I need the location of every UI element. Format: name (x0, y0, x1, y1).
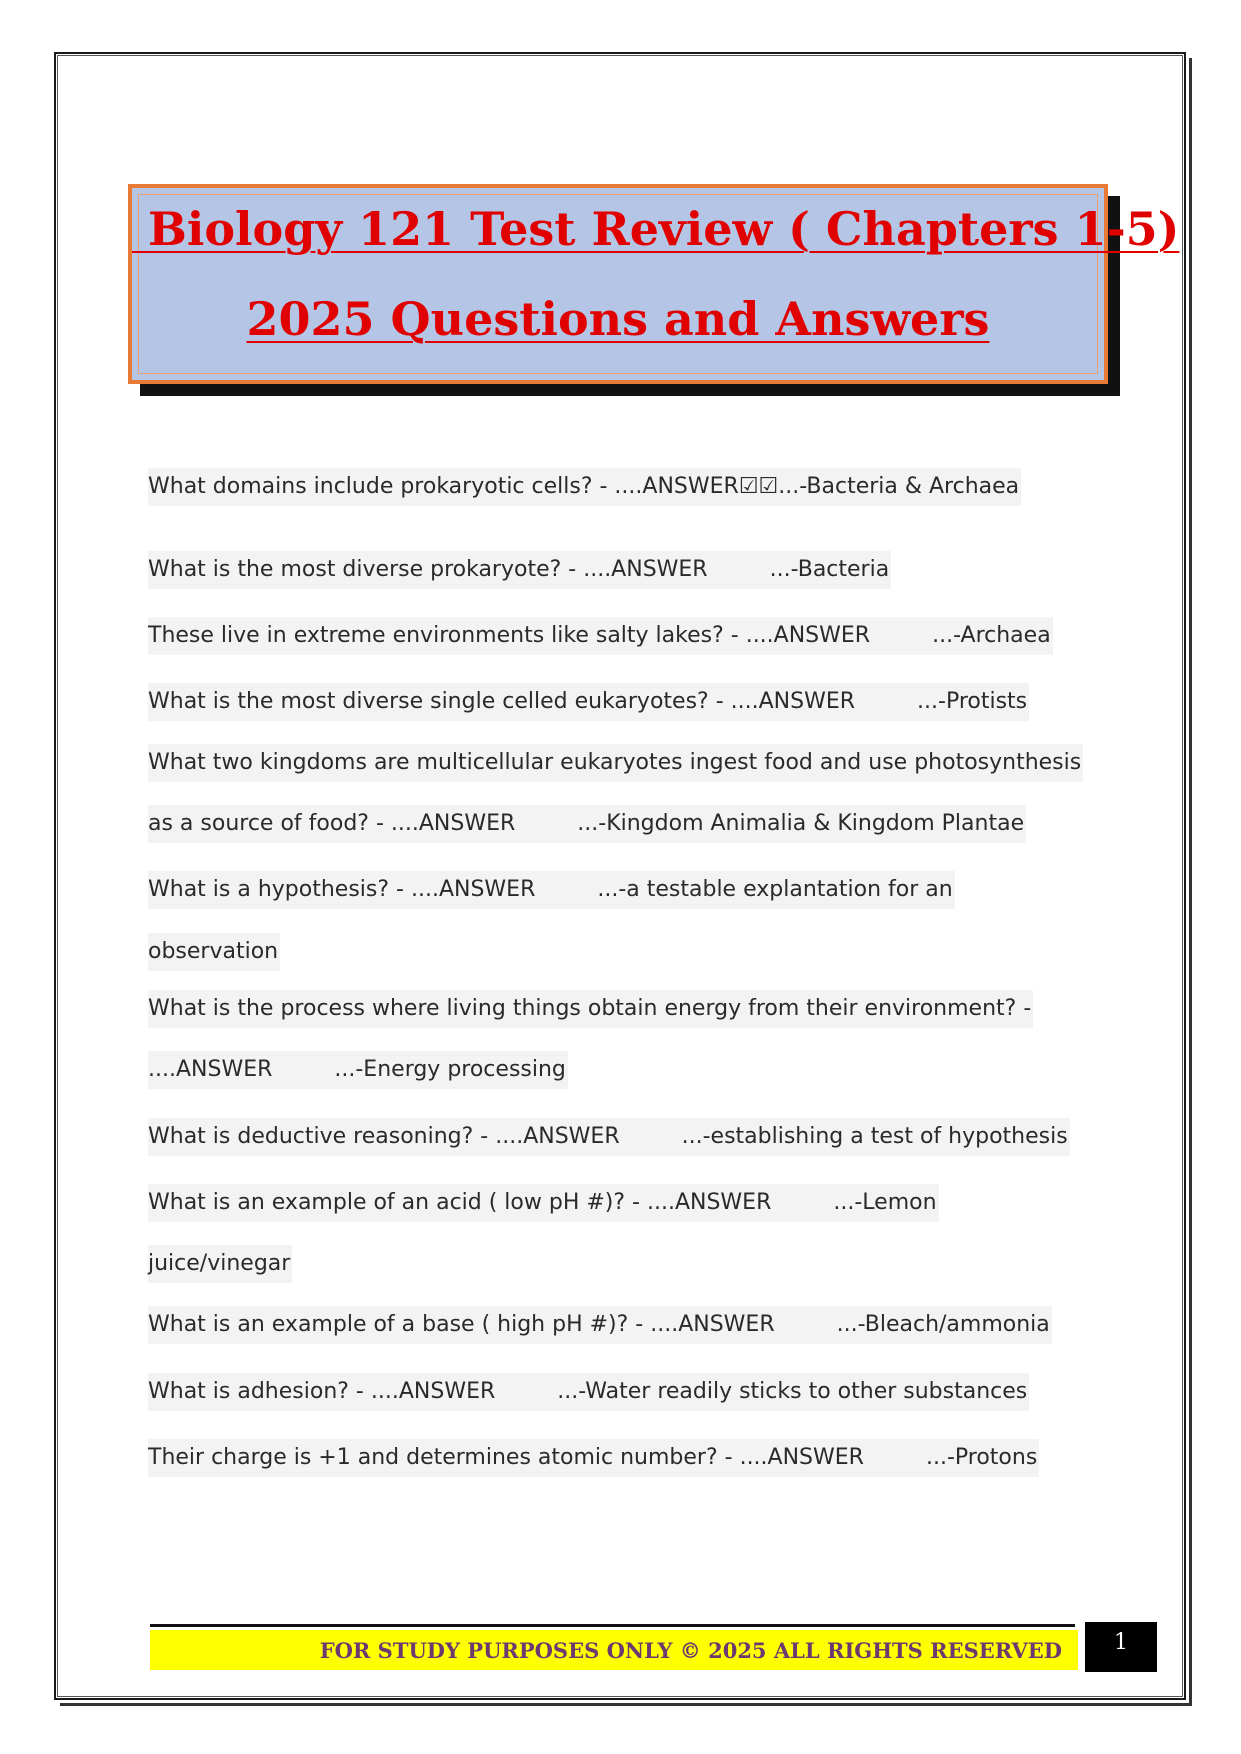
qa-line (148, 1118, 1070, 1156)
qa-answer: ...-Protists (917, 689, 1028, 714)
qa-line (148, 1184, 939, 1222)
qa-text: juice/vinegar (148, 1251, 291, 1276)
qa-line (148, 933, 280, 971)
footer-rule (150, 1624, 1075, 1627)
qa-question: Their charge is +1 and determines atomic number? - ....ANSWER (148, 1445, 864, 1470)
qa-line (148, 990, 1033, 1028)
page-number: 1 (1085, 1622, 1157, 1672)
footer-text: FOR STUDY PURPOSES ONLY © 2025 ALL RIGHTS RESERVED (319, 1638, 1062, 1663)
qa-line (148, 1373, 1029, 1411)
qa-line (148, 1051, 568, 1089)
qa-line (148, 744, 1083, 782)
qa-line (148, 468, 1021, 506)
qa-question: What is deductive reasoning? - ....ANSWER (148, 1124, 620, 1149)
qa-text: What is the process where living things obtain energy from their environment? - (148, 996, 1032, 1021)
qa-answer: ...-establishing a test of hypothesis (681, 1124, 1068, 1149)
document-title-line-1: Biology 121 Test Review ( Chapters 1-5) (132, 202, 1180, 256)
qa-question: What is an example of a base ( high pH #)? - ....ANSWER (148, 1312, 775, 1337)
qa-question: What is adhesion? - ....ANSWER (148, 1379, 496, 1404)
qa-answer: ...-Lemon (833, 1190, 937, 1215)
qa-answer: ...-Water readily sticks to other substances (557, 1379, 1028, 1404)
qa-question: What is an example of an acid ( low pH #)? - ....ANSWER (148, 1190, 772, 1215)
qa-question: What is a hypothesis? - ....ANSWER (148, 877, 536, 902)
qa-line (148, 1306, 1052, 1344)
qa-line (148, 871, 955, 909)
qa-question: What is the most diverse prokaryote? - ....ANSWER (148, 557, 708, 582)
qa-question: These live in extreme environments like salty lakes? - ....ANSWER (148, 623, 871, 648)
qa-answer: ...-Bleach/ammonia (836, 1312, 1050, 1337)
qa-line (148, 1439, 1039, 1477)
qa-question: What is the most diverse single celled eukaryotes? - ....ANSWER (148, 689, 856, 714)
qa-text: What two kingdoms are multicellular eukaryotes ingest food and use photosynthesis (148, 750, 1082, 775)
qa-line (148, 683, 1029, 721)
qa-text: observation (148, 939, 279, 964)
qa-answer: ...-Energy processing (334, 1057, 566, 1082)
qa-line (148, 1245, 292, 1283)
qa-line (148, 617, 1053, 655)
qa-text: What domains include prokaryotic cells? - ....ANSWER☑☑...-Bacteria & Archaea (148, 474, 1020, 499)
qa-answer: ...-Protons (925, 1445, 1038, 1470)
qa-line (148, 551, 891, 589)
document-title-line-2: 2025 Questions and Answers (246, 292, 990, 346)
qa-question: as a source of food? - ....ANSWER (148, 811, 516, 836)
qa-question: ....ANSWER (148, 1057, 273, 1082)
qa-line (148, 805, 1026, 843)
qa-answer: ...-Bacteria (769, 557, 890, 582)
title-box (128, 184, 1180, 384)
footer-banner (150, 1630, 1078, 1670)
qa-answer: ...-Kingdom Animalia & Kingdom Plantae (577, 811, 1025, 836)
qa-answer: ...-a testable explantation for an (597, 877, 953, 902)
qa-answer: ...-Archaea (932, 623, 1051, 648)
